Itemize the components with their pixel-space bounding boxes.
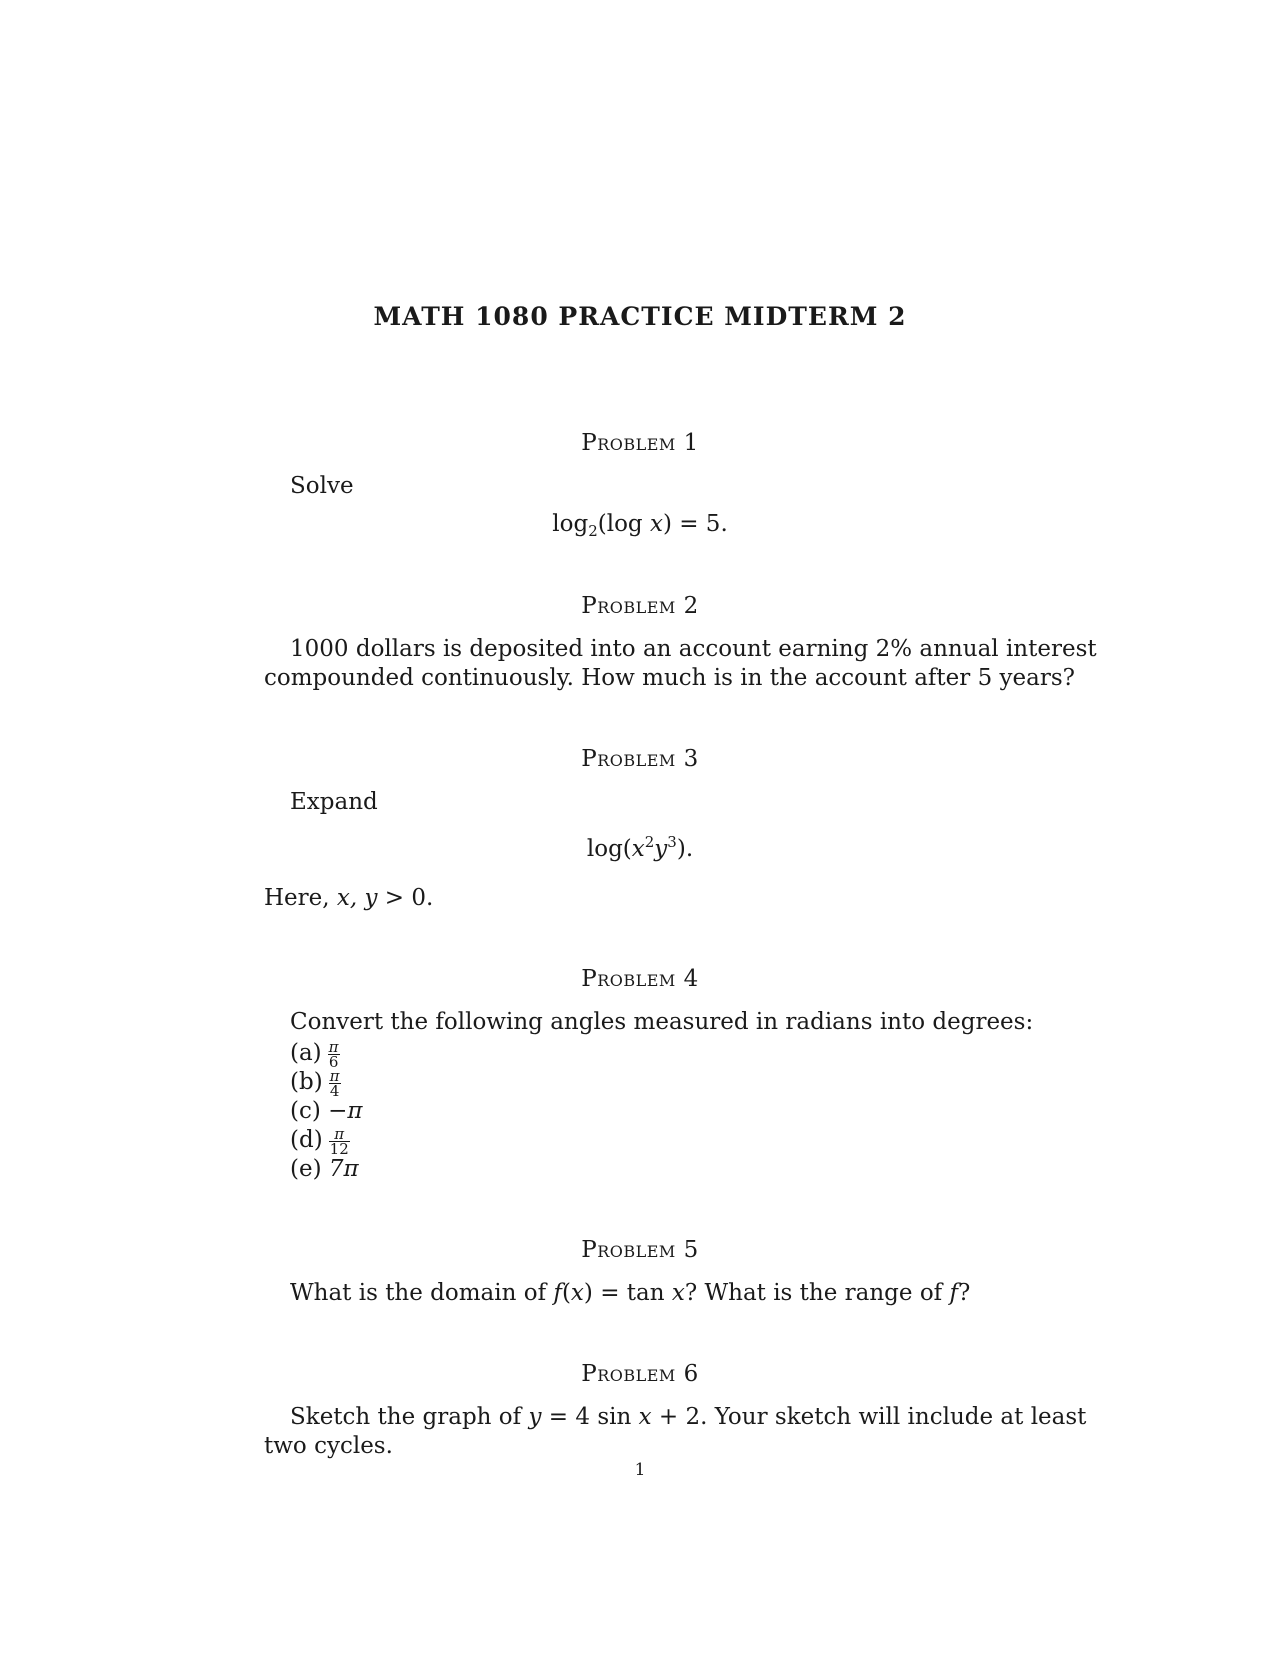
- problem-1-heading: Problem 1: [581, 430, 699, 456]
- problem-4-heading: Problem 4: [581, 966, 699, 992]
- page-number: 1: [634, 1460, 646, 1480]
- problem-3-intro: Expand: [290, 789, 378, 815]
- problem-6-heading: Problem 6: [581, 1361, 699, 1387]
- problem-3-note: Here, x, y > 0.: [264, 885, 434, 911]
- problem-3-equation: $\log(x^2y^3)$.: [586, 833, 694, 862]
- problem-3-heading: Problem 3: [581, 746, 699, 772]
- problem-2-heading: Problem 2: [581, 593, 699, 619]
- problem-4-intro: Convert the following angles measured in radians into degrees:: [290, 1009, 1034, 1035]
- problem-4-item-a: (a) $\frac{\pi}{6}$: [290, 1037, 339, 1071]
- problem-2-line-2: compounded continuously. How much is in the account after 5 years?: [264, 665, 1075, 691]
- problem-5-heading: Problem 5: [581, 1237, 699, 1263]
- problem-5-text: What is the domain of f(x) = tan x? What is the range of f?: [290, 1280, 971, 1306]
- problem-1-intro: Solve: [290, 473, 354, 499]
- problem-4-item-d: (d) $\frac{\pi}{12}$: [290, 1124, 349, 1158]
- document-title: MATH 1080 PRACTICE MIDTERM 2: [373, 302, 907, 331]
- problem-1-equation: $\log_2(\log$ x) = 5.: [552, 511, 728, 540]
- problem-2-line-1: 1000 dollars is deposited into an account earning 2% annual interest: [290, 636, 1097, 662]
- problem-6-line-1: Sketch the graph of y = 4 sin x + 2. Your sketch will include at least: [290, 1404, 1087, 1430]
- problem-4-item-b: (b) $\frac{\pi}{4}$: [290, 1066, 340, 1100]
- problem-6-line-2: two cycles.: [264, 1433, 393, 1459]
- problem-4-item-e: (e) 7π: [290, 1156, 359, 1182]
- problem-4-item-c: (c) −π: [290, 1098, 363, 1124]
